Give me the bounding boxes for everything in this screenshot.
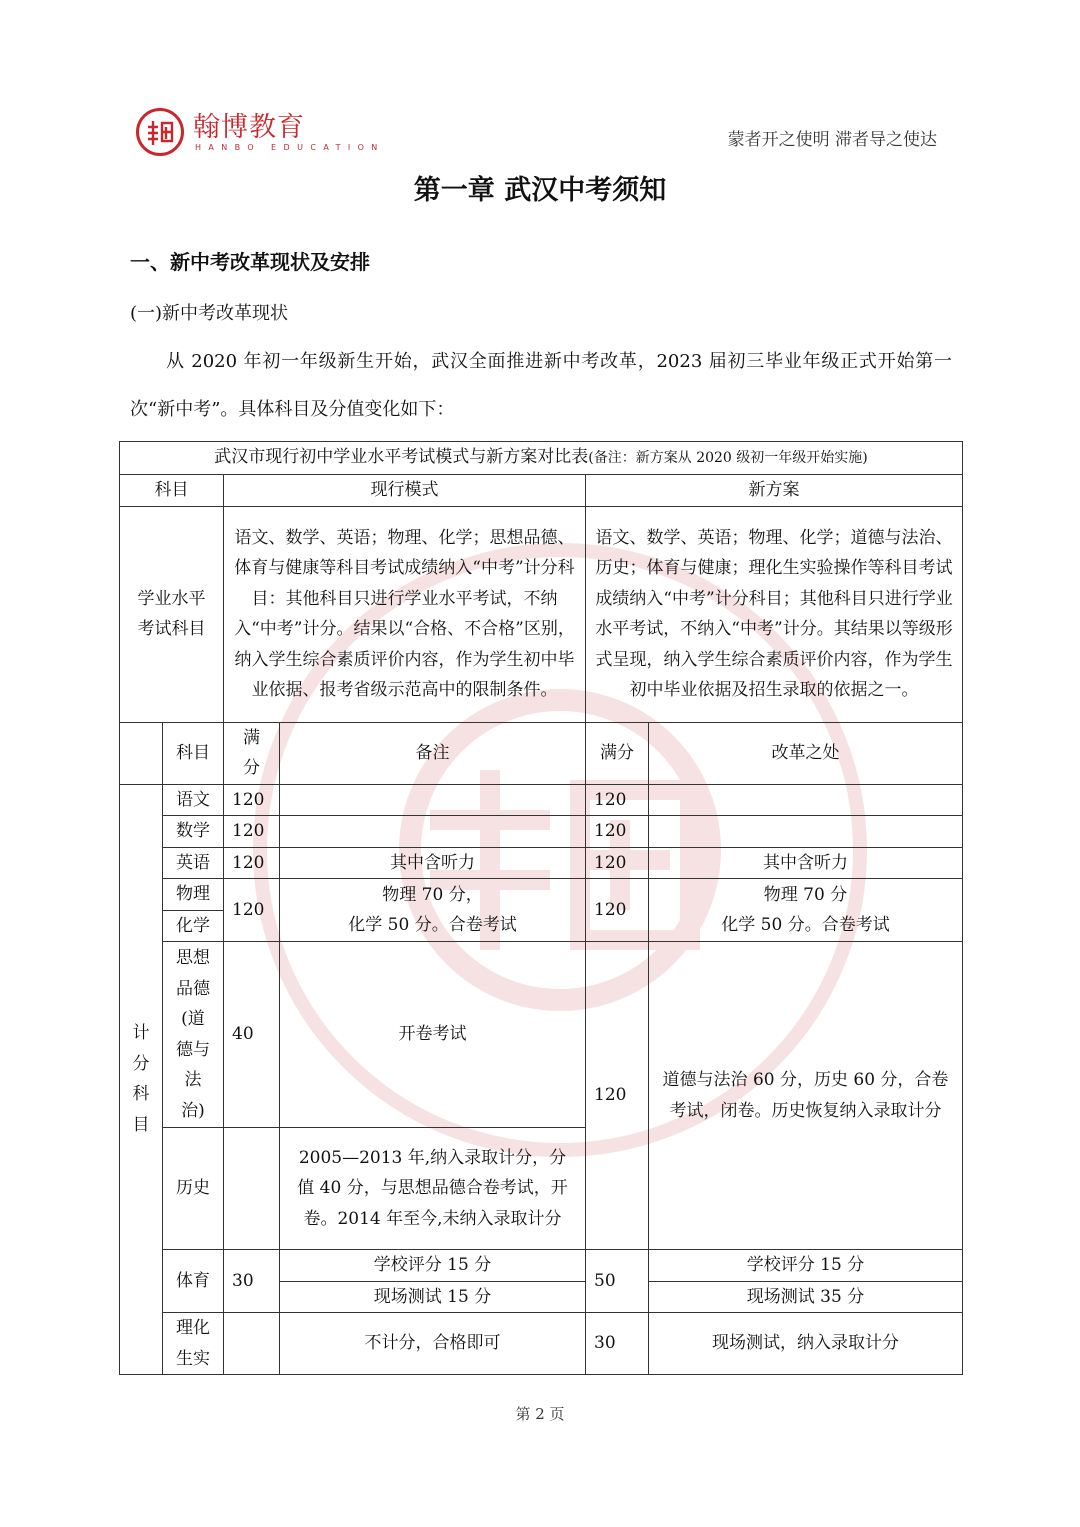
exam-subjects-label-text: 学业水平考试科目 [137, 588, 206, 639]
row-pe-new-remark-1: 学校评分 15 分 [649, 1250, 963, 1282]
row-chinese-cur-remark [280, 784, 586, 816]
row-morality-cur-remark: 开卷考试 [280, 942, 586, 1128]
table-row [120, 942, 963, 1128]
row-lab-name [163, 1313, 224, 1375]
row-chinese-new-full: 120 [586, 784, 649, 816]
brand-name: 翰博教育 [193, 112, 305, 143]
row-pe-new-remark-2: 现场测试 35 分 [649, 1281, 963, 1313]
scored-label-text: 计分科目 [132, 1023, 150, 1135]
row-history-cur-remark [280, 1128, 586, 1250]
physchem-cur-remark-2: 化学 50 分。合卷考试 [348, 915, 517, 935]
table-caption-row [120, 442, 963, 475]
row-lab-cur-remark: 不计分，合格即可 [280, 1313, 586, 1375]
row-morality-name [163, 942, 224, 1128]
row-history-name: 历史 [163, 1128, 224, 1250]
row-english-cur-full: 120 [224, 847, 280, 879]
row-math-name: 数学 [163, 816, 224, 848]
table-row [120, 1250, 963, 1282]
table-row [120, 784, 963, 816]
brand-logo [135, 103, 385, 163]
physchem-new-remark-1: 物理 70 分 [763, 884, 848, 905]
row-math-cur-full: 120 [224, 816, 280, 848]
row-chinese-cur-full: 120 [224, 784, 280, 816]
row-history-cur-full [224, 1128, 280, 1250]
exam-subjects-current: 语文、数学、英语；物理、化学；思想品德、体育与健康等科目考试成绩纳入“中考”计分科目：其他科目只进行学业水平考试，不纳入“中考”计分。结果以“合格、不合格”区别，纳入学生综合素质评价内容，作为学生初中毕业依据、报考省级示范高中的限制条件。 [224, 506, 586, 722]
row-physchem-new-remark [649, 879, 963, 942]
row-english-cur-remark: 其中含听力 [280, 847, 586, 879]
comparison-table [119, 441, 963, 1375]
subsection-heading: (一)新中考改革现状 [130, 303, 289, 324]
row-math-new-full: 120 [586, 816, 649, 848]
lab-name-text: 理化生实 [176, 1318, 210, 1369]
row-pe-cur-full: 30 [224, 1250, 280, 1313]
row-mh-new-full: 120 [586, 942, 649, 1250]
row-english-new-remark: 其中含听力 [649, 847, 963, 879]
row-chemistry-name: 化学 [163, 910, 224, 942]
history-cur-remark-text: 2005—2013 年,纳入录取计分，分值 40 分，与思想品德合卷考试，开卷。2014 年至今,未纳入录取计分 [297, 1147, 568, 1229]
table-row [120, 847, 963, 879]
row-english-new-full: 120 [586, 847, 649, 879]
table-row [120, 816, 963, 848]
morality-name-text: 思想品德(道德与法治) [176, 948, 210, 1121]
exam-subjects-label [120, 506, 224, 722]
brand-subtitle: HANBO EDUCATION [195, 143, 385, 152]
table-row [120, 1313, 963, 1375]
row-physchem-new-full: 120 [586, 879, 649, 942]
head-subject: 科目 [120, 474, 224, 506]
row-pe-name: 体育 [163, 1250, 224, 1313]
table-head-row [120, 474, 963, 506]
row-lab-cur-full [224, 1313, 280, 1375]
blank-cell [120, 722, 163, 784]
table-subhead-row [120, 722, 963, 784]
chapter-title: 第一章 武汉中考须知 [413, 175, 667, 206]
row-chinese-name: 语文 [163, 784, 224, 816]
table-row [120, 506, 963, 722]
physchem-cur-remark-1: 物理 70 分， [382, 884, 483, 905]
caption-main: 武汉市现行初中学业水平考试模式与新方案对比表 [214, 447, 589, 467]
caption-note: (备注：新方案从 2020 级初一年级开始实施) [588, 450, 868, 466]
scored-label [120, 784, 163, 1375]
head-new: 新方案 [586, 474, 963, 506]
row-lab-new-full: 30 [586, 1313, 649, 1375]
page-number: 第 2 页 [515, 1405, 565, 1423]
mh-new-remark-text: 道德与法治 60 分，历史 60 分，合卷考试，闭卷。历史恢复纳入录取计分 [662, 1070, 949, 1121]
hanbo-seal-icon [135, 107, 185, 157]
row-physics-name: 物理 [163, 879, 224, 911]
subhead-remark: 备注 [280, 722, 586, 784]
subhead-full-text: 满分 [243, 727, 260, 778]
row-pe-new-full: 50 [586, 1250, 649, 1313]
row-pe-cur-remark-2: 现场测试 15 分 [280, 1281, 586, 1313]
table-row [120, 879, 963, 911]
row-physchem-cur-remark [280, 879, 586, 942]
exam-subjects-new: 语文、数学、英语；物理、化学；道德与法治、历史；体育与健康；理化生实验操作等科目考试成绩纳入“中考”计分科目；其他科目只进行学业水平考试，不纳入“中考”计分。其结果以等级形式呈现，纳入学生综合素质评价内容，作为学生初中毕业依据及招生录取的依据之一。 [586, 506, 963, 722]
row-math-new-remark [649, 816, 963, 848]
row-chinese-new-remark [649, 784, 963, 816]
row-morality-cur-full: 40 [224, 942, 280, 1128]
row-english-name: 英语 [163, 847, 224, 879]
row-physchem-cur-full: 120 [224, 879, 280, 942]
row-mh-new-remark [649, 942, 963, 1250]
head-current: 现行模式 [224, 474, 586, 506]
row-lab-new-remark: 现场测试，纳入录取计分 [649, 1313, 963, 1375]
row-pe-cur-remark-1: 学校评分 15 分 [280, 1250, 586, 1282]
row-math-cur-remark [280, 816, 586, 848]
subhead-full [224, 722, 280, 784]
header-motto: 蒙者开之使明 滞者导之使达 [727, 130, 937, 150]
subhead-reform: 改革之处 [649, 722, 963, 784]
table-caption [120, 442, 963, 475]
subhead-subject: 科目 [163, 722, 224, 784]
physchem-new-remark-2: 化学 50 分。合卷考试 [721, 915, 890, 935]
intro-paragraph: 从 2020 年初一年级新生开始，武汉全面推进新中考改革，2023 届初三毕业年级正式开始第一次“新中考”。具体科目及分值变化如下： [130, 351, 952, 420]
section-heading: 一、新中考改革现状及安排 [130, 250, 370, 274]
subhead-full2: 满分 [586, 722, 649, 784]
